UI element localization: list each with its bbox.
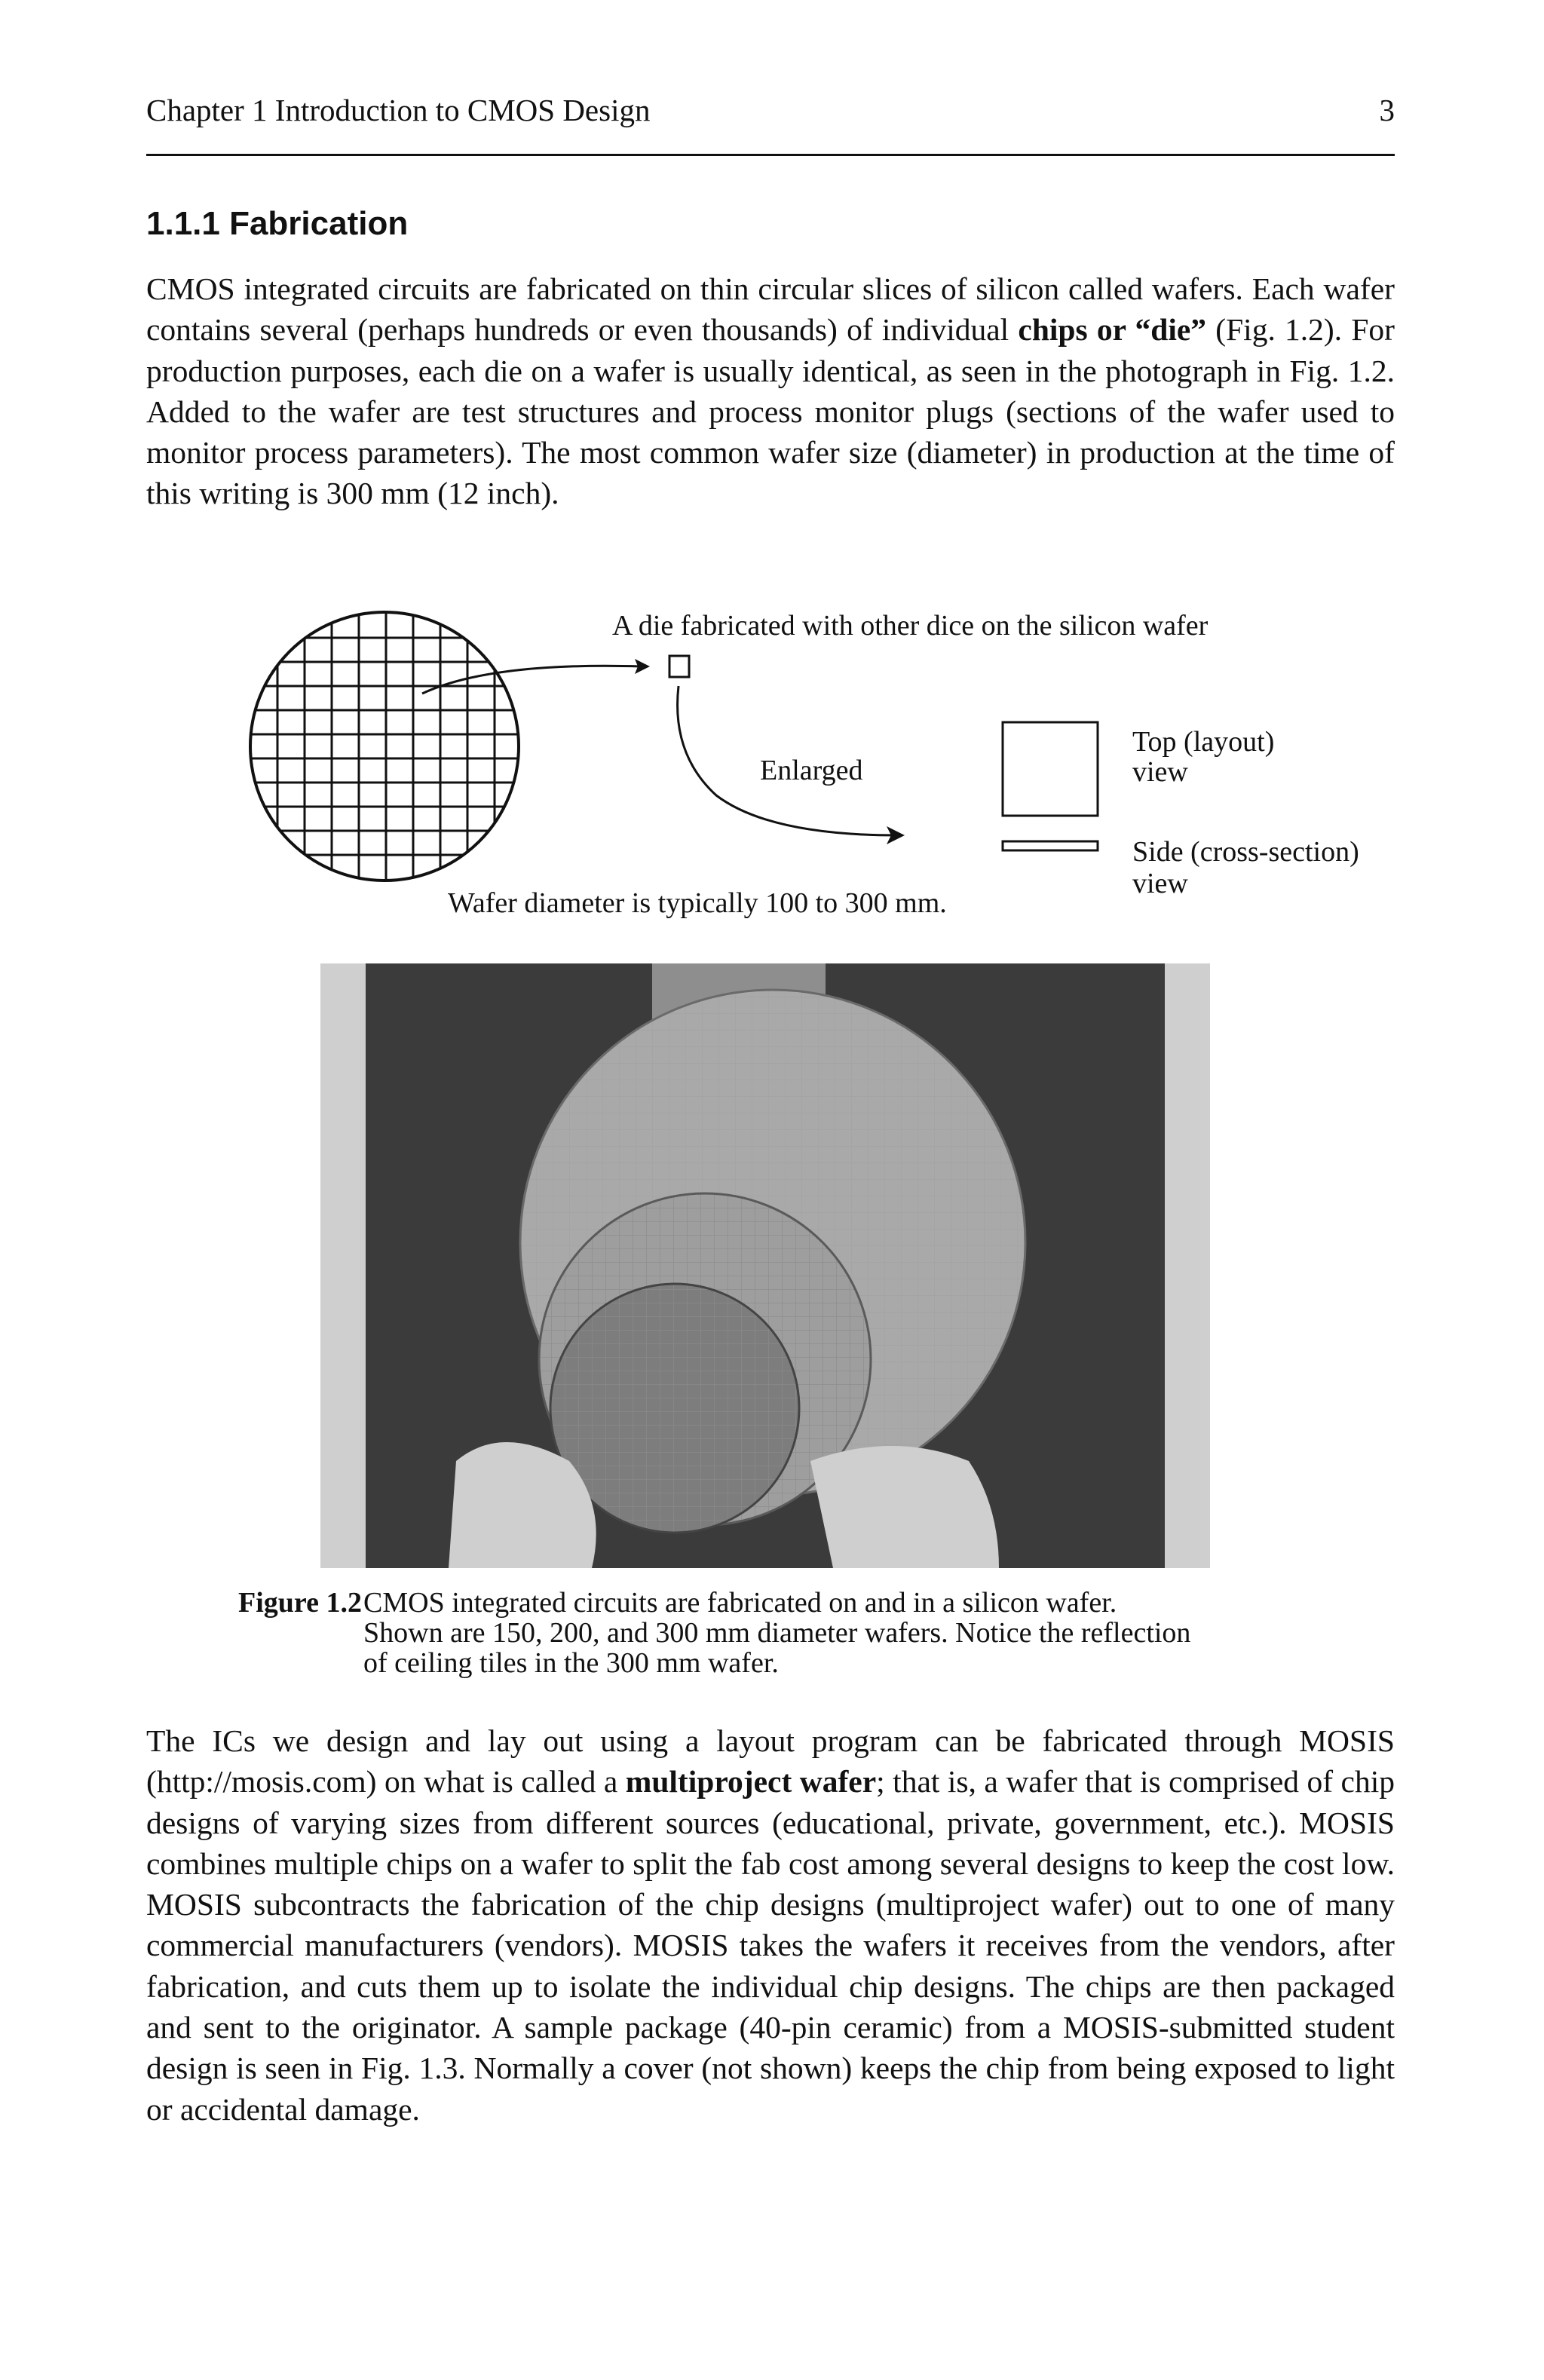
mosis-text-2: ; that is, a wafer that is comprised of chip designs of varying sizes from different sources (educational, private, government, etc.). MOSIS combines multiple chips on a wafer to split the fab cost among several designs to keep the cost low. MOSIS subcontracts the fabrication of the chip designs (multiproject wafer) out to one of many commercial manufacturers (vendors). MOSIS takes the wafers it receives from the vendors, after fabrication, and cuts them up to isolate the individual chip designs. The chips are then packaged and sent to the originator. A sample package (40-pin ceramic) from a MOSIS-submitted student design is seen in Fig. 1.3. Normally a cover (not shown) keeps the chip from being exposed to light or accidental damage. [146, 1764, 1395, 2127]
caption-line-3: of ceiling tiles in the 300 mm wafer. [363, 1647, 779, 1679]
chapter-title: Chapter 1 Introduction to CMOS Design [146, 93, 651, 127]
wafer-circle-illustration [241, 603, 528, 890]
wafer-photograph [320, 963, 1210, 1568]
intro-paragraph [146, 268, 1395, 514]
section-heading: 1.1.1 Fabrication [146, 205, 409, 242]
caption-line-2: Shown are 150, 200, and 300 mm diameter wafers. Notice the reflection [363, 1617, 1191, 1649]
page-number: 3 [1379, 93, 1395, 127]
side-view-slab [1003, 841, 1098, 850]
caption-line-1: CMOS integrated circuits are fabricated on and in a silicon wafer. [363, 1587, 1117, 1619]
intro-bold-chips: chips or “die” [1018, 312, 1207, 348]
die-arrow [422, 666, 641, 694]
mosis-bold-multiproject: multiproject wafer [625, 1764, 877, 1800]
intro-text-2: (Fig. 1.2). For production purposes, each die on a wafer is usually identical, as seen in the photograph in Fig. 1.2. Added to the wafer are test structures and process monitor plugs (sections of the wafer used to monitor process parameters). The most common wafer size (diameter) in production at the time of this writing is 300 mm (12 inch). [146, 312, 1395, 511]
top-view-label-line1: Top (layout) [1132, 726, 1275, 758]
side-view-label-line1: Side (cross-section) [1132, 836, 1359, 868]
figure-label: Figure 1.2 [238, 1587, 362, 1619]
enlarged-arrow [678, 686, 897, 835]
die-arrowhead [635, 659, 650, 674]
figure-caption-text [363, 1588, 1366, 1678]
top-view-square [1003, 722, 1098, 816]
side-view-label-line2: view [1132, 868, 1188, 899]
running-header [146, 92, 1395, 145]
intro-text-1: CMOS integrated circuits are fabricated on thin circular slices of silicon called wafers. Each wafer contains several (perhaps hundreds or even thousands) of individual [146, 271, 1395, 348]
die-square-icon [669, 656, 689, 677]
mosis-text-1: The ICs we design and lay out using a layout program can be fabricated through MOSIS (http://mosis.com) on what is called a [146, 1723, 1395, 1800]
mosis-paragraph [146, 1720, 1395, 2130]
header-rule [146, 154, 1395, 156]
die-label: A die fabricated with other dice on the silicon wafer [612, 610, 1209, 642]
enlarged-arrowhead [887, 826, 905, 844]
wafer-diameter-label: Wafer diameter is typically 100 to 300 mm. [448, 887, 947, 919]
top-view-label-line2: view [1132, 756, 1188, 788]
enlarged-label: Enlarged [760, 755, 863, 786]
